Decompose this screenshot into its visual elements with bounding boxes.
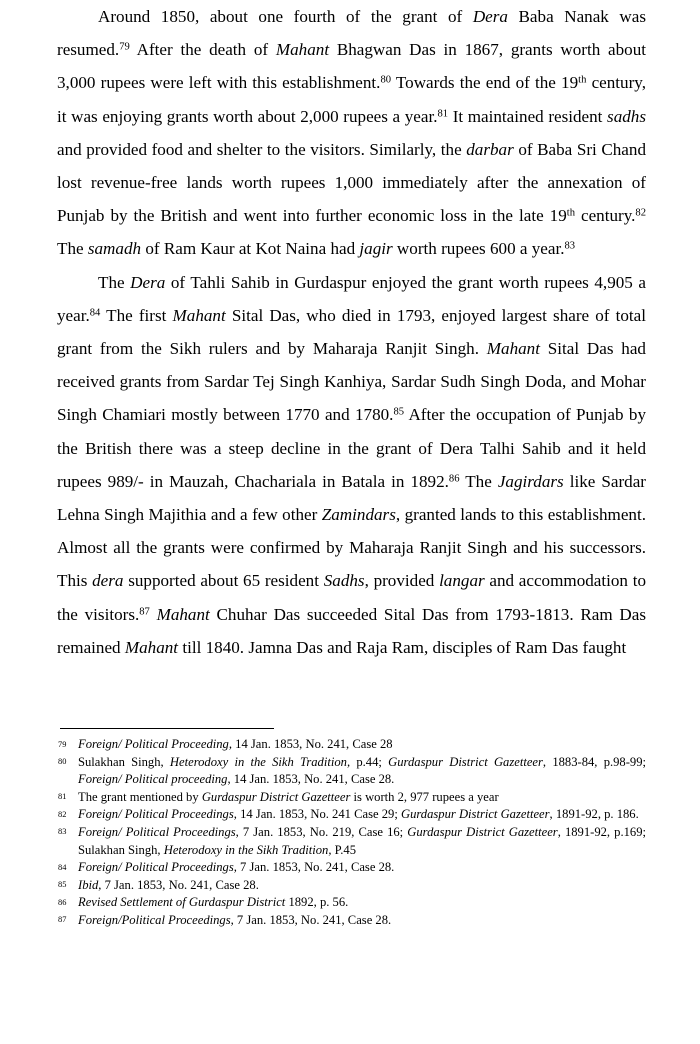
text-run: , 14 Jan. 1853, No. 241, Case 28. xyxy=(227,772,395,787)
italic-term: Gurdaspur District Gazetteer xyxy=(388,754,543,769)
text-run: , 1891-92, p. 186. xyxy=(549,807,639,822)
footnote-text xyxy=(78,912,646,930)
footnote-item xyxy=(57,806,646,824)
footnote-text xyxy=(78,736,646,754)
footnote-item xyxy=(57,824,646,859)
text-run: worth rupees 600 a year. xyxy=(392,239,565,259)
text-run: supported about 65 resident xyxy=(123,571,324,591)
italic-term: Revised Settlement of Gurdaspur District xyxy=(78,895,286,910)
text-run: Sital Das had received grants from Sardar Tej Singh Kanhiya, Sardar Sudh Singh Doda, and Mohar Singh Chamiari mostly between 1770 and 1780. xyxy=(57,339,646,425)
text-run: , granted lands to this establishment. Almost all the grants were confirmed by Maharaja Ranjit Singh and his successors. This xyxy=(57,505,647,591)
italic-term: Gurdaspur District Gazetteer xyxy=(407,824,558,839)
text-run: Towards the end of the 19 xyxy=(391,73,579,93)
footnote-reference-marker: th xyxy=(566,207,575,219)
footnote-text xyxy=(78,789,646,807)
footnote-text xyxy=(78,894,646,912)
italic-term: Foreign/ Political Proceeding, xyxy=(78,737,233,751)
footnote-reference-marker: 87 xyxy=(139,606,150,618)
text-run: 7 Jan. 1853, No. 241, Case 28. xyxy=(236,860,395,875)
text-run: 1892, p. 56. xyxy=(285,895,349,910)
italic-term: Heterodoxy in the Sikh Tradition, xyxy=(169,754,351,769)
footnote-number: 80 xyxy=(58,757,67,767)
text-run: of Tahli Sahib in Gurdaspur enjoyed the grant worth rupees 4,905 a year. xyxy=(57,272,646,325)
body-paragraph xyxy=(57,266,646,664)
italic-term: Foreign/ Political Proceedings xyxy=(78,807,234,822)
footnote-reference-marker: 82 xyxy=(635,207,646,219)
italic-term: Mahant xyxy=(486,339,540,359)
italic-term: Foreign/ Political Proceedings xyxy=(78,824,236,839)
text-run: Bhagwan Das in 1867, grants worth about 3,000 rupees were left with this establishment. xyxy=(57,40,646,93)
footnote-item xyxy=(57,859,646,877)
text-run: , 7 Jan. 1853, No. 219, Case 16; xyxy=(235,824,408,839)
footnote-text xyxy=(78,877,646,895)
text-run: Sital Das, who died in 1793, enjoyed largest share of total grant from the Sikh rulers and by Maharaja Ranjit Singh. xyxy=(57,305,646,359)
text-run: It maintained resident xyxy=(448,106,608,126)
footnote-reference-marker: 86 xyxy=(448,473,460,485)
text-run: like Sardar Lehna Singh Majithia and a few other xyxy=(57,471,646,525)
text-run: of Ram Kaur at Kot Naina had xyxy=(141,239,360,259)
italic-term: Sadhs xyxy=(323,571,365,591)
footnote-number: 79 xyxy=(58,739,67,749)
text-run: The xyxy=(57,239,88,259)
text-run: 14 Jan. 1853, No. 241, Case 28 xyxy=(232,737,393,751)
italic-term: Foreign/ Political proceeding xyxy=(78,772,228,787)
italic-term: Foreign/Political Proceedings, xyxy=(78,912,234,927)
footnote-reference-marker: 85 xyxy=(393,406,405,418)
italic-term: Dera xyxy=(472,7,508,26)
text-run: After the death of xyxy=(129,40,276,60)
italic-term: jagir xyxy=(359,239,393,259)
italic-term: Gurdaspur District Gazetteer xyxy=(400,807,550,822)
footnote-item xyxy=(57,736,646,754)
footnote-item xyxy=(57,789,646,807)
text-run: p.44; xyxy=(350,754,389,769)
text-run: till 1840. Jamna Das and Raja Ram, disciples of Ram Das faught xyxy=(178,637,627,657)
footnote-reference-marker: 83 xyxy=(564,240,576,252)
italic-term: Mahant xyxy=(124,637,179,657)
footnote-separator-rule xyxy=(60,728,274,729)
footnote-reference-marker: 80 xyxy=(380,74,392,86)
italic-term: dera xyxy=(92,571,124,591)
italic-term: Dera xyxy=(130,272,166,292)
italic-term: sadhs xyxy=(607,106,646,126)
footnote-reference-marker: 84 xyxy=(89,307,101,319)
text-run: century. xyxy=(575,206,636,226)
text-run: , 14 Jan. 1853, No. 241 Case 29; xyxy=(233,807,401,822)
italic-term: Mahant xyxy=(172,305,226,325)
italic-term: Mahant xyxy=(156,604,210,624)
footnote-number: 85 xyxy=(58,880,67,890)
italic-term: langar xyxy=(439,571,485,591)
text-run: The xyxy=(459,471,498,491)
footnote-text xyxy=(78,754,646,789)
text-run: , 1891-92, p.169; Sulakhan Singh, xyxy=(78,824,647,857)
text-run: P.45 xyxy=(331,842,356,857)
italic-term: Gurdaspur District Gazetteer xyxy=(201,789,351,804)
footnote-item xyxy=(57,894,646,912)
footnote-list xyxy=(57,736,646,930)
footnote-number: 86 xyxy=(58,897,67,907)
text-run: and accommodation to the visitors. xyxy=(57,571,646,624)
text-run: and provided food and shelter to the visitors. Similarly, the xyxy=(57,139,467,159)
footnote-number: 84 xyxy=(58,862,67,872)
text-run: is worth 2, 977 rupees a year xyxy=(350,789,499,804)
footnote-item xyxy=(57,877,646,895)
footnote-item xyxy=(57,754,646,789)
footnote-text xyxy=(78,824,646,859)
italic-term: Ibid, xyxy=(78,877,102,892)
footnote-reference-marker: 79 xyxy=(119,41,130,53)
italic-term: darbar xyxy=(466,139,514,159)
italic-term: Mahant xyxy=(275,40,330,60)
footnote-reference-marker: 81 xyxy=(437,108,449,120)
italic-term: Foreign/ Political Proceedings, xyxy=(78,860,237,875)
body-text-column xyxy=(57,0,646,664)
text-run: of Baba Sri Chand lost revenue-free lands worth rupees 1,000 immediately after the annexation of Punjab by the British and went into further economic loss in the late 19 xyxy=(57,139,646,226)
footnote-number: 81 xyxy=(58,792,67,802)
text-run: 7 Jan. 1853, No. 241, Case 28. xyxy=(233,912,392,927)
footnote-text xyxy=(78,859,646,877)
footnote-number: 82 xyxy=(58,809,67,819)
footnote-reference-marker: th xyxy=(578,74,587,86)
text-run: Sulakhan Singh, xyxy=(78,754,170,769)
text-run: Chuhar Das succeeded Sital Das from 1793-1813. Ram Das remained xyxy=(57,604,646,657)
text-run: Baba Nanak was resumed. xyxy=(57,7,647,60)
footnote-text xyxy=(78,806,646,824)
italic-term: samadh xyxy=(87,239,142,259)
text-run xyxy=(150,605,157,624)
text-run: , 1883-84, p.98-99; xyxy=(542,754,647,769)
footnote-number: 83 xyxy=(58,827,67,837)
text-run: , provided xyxy=(364,571,440,591)
text-run: 7 Jan. 1853, No. 241, Case 28. xyxy=(101,877,259,892)
text-run: The first xyxy=(100,305,173,325)
footnote-section xyxy=(57,728,646,930)
italic-term: Heterodoxy in the Sikh Tradition, xyxy=(163,842,332,857)
body-paragraph xyxy=(57,0,646,266)
text-run: The grant mentioned by xyxy=(78,789,202,804)
footnote-item xyxy=(57,912,646,930)
text-run: The xyxy=(98,272,131,292)
text-run: Around 1850, about one fourth of the grant of xyxy=(98,7,473,26)
text-run: century, it was enjoying grants worth about 2,000 rupees a year. xyxy=(57,73,646,126)
italic-term: Jagirdars xyxy=(497,471,564,491)
footnote-number: 87 xyxy=(58,915,67,925)
text-run: After the occupation of Punjab by the British there was a steep decline in the grant of Dera Talhi Sahib and it held rupees 989/- in Mauzah, Chachariala in Batala in 1892. xyxy=(57,405,646,491)
italic-term: Zamindars xyxy=(321,505,396,525)
